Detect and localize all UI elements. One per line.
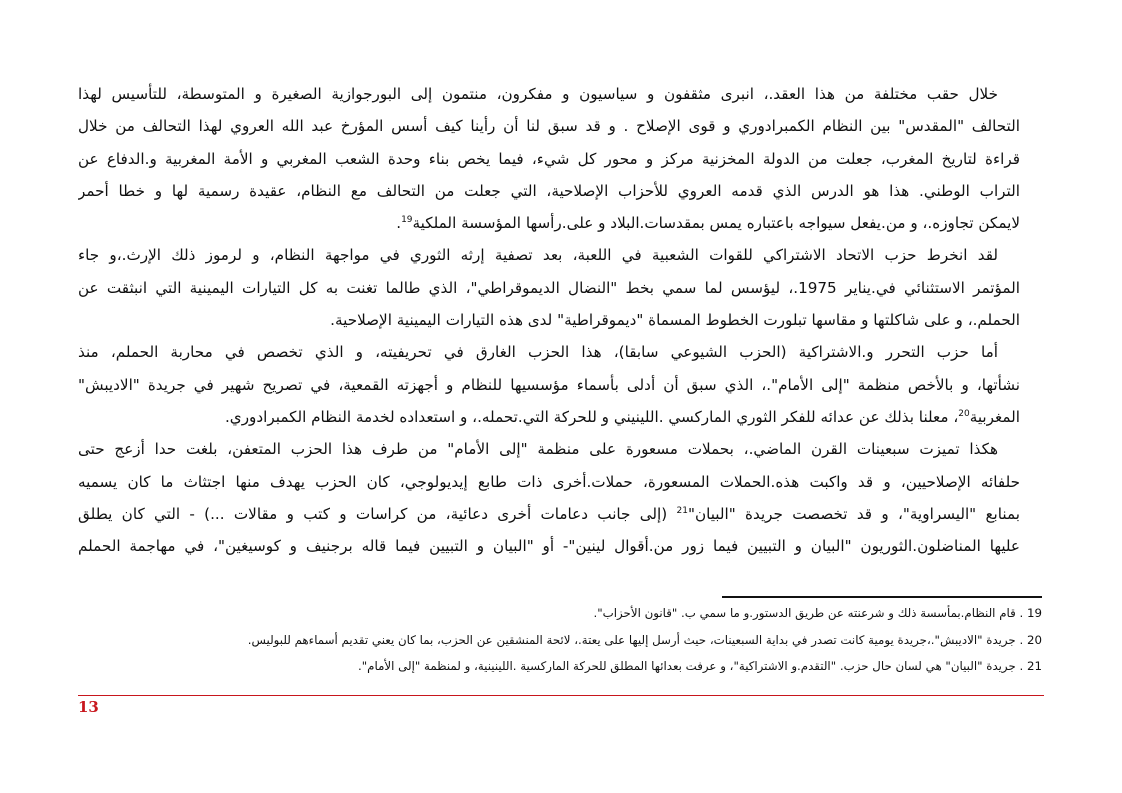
paragraph-line: أما حزب التحرر و.الاشتراكية (الحزب الشيوعي سابقا)، هذا الحزب الغارق في تحريفيته، و الذي تخصص في محاربة الحملم، منذ <box>78 343 998 362</box>
paragraph-line-text: (إلى جانب دعامات أخرى دعائية، من كراسات و كتب و مقالات ...) - التي كان يطلق <box>78 504 668 523</box>
footnote-ref-21[interactable]: 21 <box>676 505 688 516</box>
paragraph-last-line: الحملم.، و على شاكلتها و مقاسها تبلورت الخطوط المسماة "ديموقراطية" لدى هذه التيارات اليمينية الإصلاحية. <box>330 311 1020 330</box>
paragraph-last-line: عليها المناضلون.الثوريون "البيان و التبيين فيما زور من.أقوال لينين"- أو "البيان و التبيين فيما قاله برجنيف و كوسيغين"، في مهاجمة الحملم <box>78 537 1020 556</box>
footnote-20: 20 . جريدة "الاديبش".،جريدة يومية كانت تصدر في بداية السبعينات، حيث أرسل إليها على يعتة.، لائحة المنشقين عن الحزب، بما كان يعني تقديم أسماءهم للبوليس. <box>247 632 1042 647</box>
paragraph-line: التراب الوطني. هذا هو الدرس الذي قدمه العروي للأحزاب الإصلاحية، التي جعلت من التحالف مع النظام، عقيدة رسمية لها و خطا أحمر <box>78 181 1020 200</box>
paragraph-line: قراءة لتاريخ المغرب، جعلت من الدولة المخزنية مركز و محور كل شيء، فيما يخص بناء وحدة الشعب المغربي و الأمة المغربية و.الدفاع عن <box>78 149 1020 168</box>
footer-divider <box>78 695 1044 696</box>
paragraph-line <box>78 498 1042 530</box>
paragraph-last-line: لايمكن تجاوزه.، و من.يفعل سيواجه باعتباره يمس بمقدسات.البلاد و على.رأسها المؤسسة الملكية$^{19}$. <box>396 214 1020 233</box>
paragraph-1 <box>78 78 1042 239</box>
footnotes <box>78 600 1042 680</box>
footnote-ref-20[interactable]: 20 <box>958 408 970 419</box>
footnote-19: 19 . قام النظام.بمأسسة ذلك و شرعنته عن طريق الدستور.و ما سمي ب. "قانون الأحزاب". <box>593 606 1042 620</box>
paragraph-line: المؤتمر الاستثنائي في.يناير 1975.، ليؤسس لما سمي بخط "النضال الديموقراطي"، الذي طالما تغنت به كل التيارات اليمينية التي انبثقت عن <box>78 278 1020 297</box>
footnote-ref-19[interactable]: 19 <box>401 215 413 226</box>
body-text <box>78 78 1042 562</box>
paragraph-line: هكذا تميزت سبعينات القرن الماضي.، بحملات مسعورة على منظمة "إلى الأمام" من طرف هذا الحزب المتعفن، بلغت حدا أزعج حتى <box>78 440 998 459</box>
paragraph-line: لقد انخرط حزب الاتحاد الاشتراكي للقوات الشعبية في اللعبة، بعد تصفية إرثه الثوري في مواجهة النظام، و لرموز ذلك الإرث.،و جاء <box>78 246 998 265</box>
page-number: 13 <box>78 698 99 716</box>
paragraph-line: التحالف "المقدس" بين النظام الكمبرادوري و قوى الإصلاح . و قد سبق لنا أن رأينا كيف أسس المؤرخ عبد الله العروي لهذا التحالف من خلال <box>78 117 1020 136</box>
paragraph-line-text: ، معلنا بذلك عن عدائه للفكر الثوري الماركسي .اللينيني و للحركة التي.تحمله.، و استعداده لخدمة النظام الكمبرادوري. <box>224 407 959 426</box>
footnote-separator <box>722 596 1042 598</box>
paragraph-3 <box>78 336 1042 433</box>
paragraph-line: خلال حقب مختلفة من هذا العقد.، انبرى مثقفون و سياسيون و مفكرون، منتمون إلى البورجوازية الصغيرة و المتوسطة، للتأسيس لهذا <box>78 85 998 103</box>
paragraph-4 <box>78 433 1042 562</box>
paragraph-line: نشأتها، و بالأخص منظمة "إلى الأمام".، الذي سبق أن أدلى بأسماء مؤسسيها للنظام و أجهزته القمعية، في تصريح شهير في جريدة "الاديبش" <box>78 375 1020 394</box>
paragraph-line-text: المغربية <box>969 407 1020 426</box>
paragraph-line-text: بمنابع "اليسراوية"، و قد تخصصت جريدة "البيان" <box>687 504 1020 523</box>
paragraph-line: حلفائه الإصلاحيين، و قد واكبت هذه.الحملات المسعورة، حملات.أخرى ذات طابع إيديولوجي، كان الحزب يهدف منها اجتثاث ما كان يسميه <box>78 472 1020 491</box>
paragraph-2 <box>78 239 1042 336</box>
paragraph-last-line <box>78 401 1042 433</box>
footnote-21: 21 . جريدة "البيان" هي لسان حال حزب. "التقدم.و الاشتراكية"، و عرفت بعدائها المطلق للحركة الماركسية .اللينينية، و لمنظمة "إلى الأمام". <box>358 659 1042 673</box>
paragraph-line-text: لايمكن تجاوزه.، و من.يفعل سيواجه باعتباره يمس بمقدسات.البلاد و على.رأسها المؤسسة الملكية <box>412 214 1020 233</box>
